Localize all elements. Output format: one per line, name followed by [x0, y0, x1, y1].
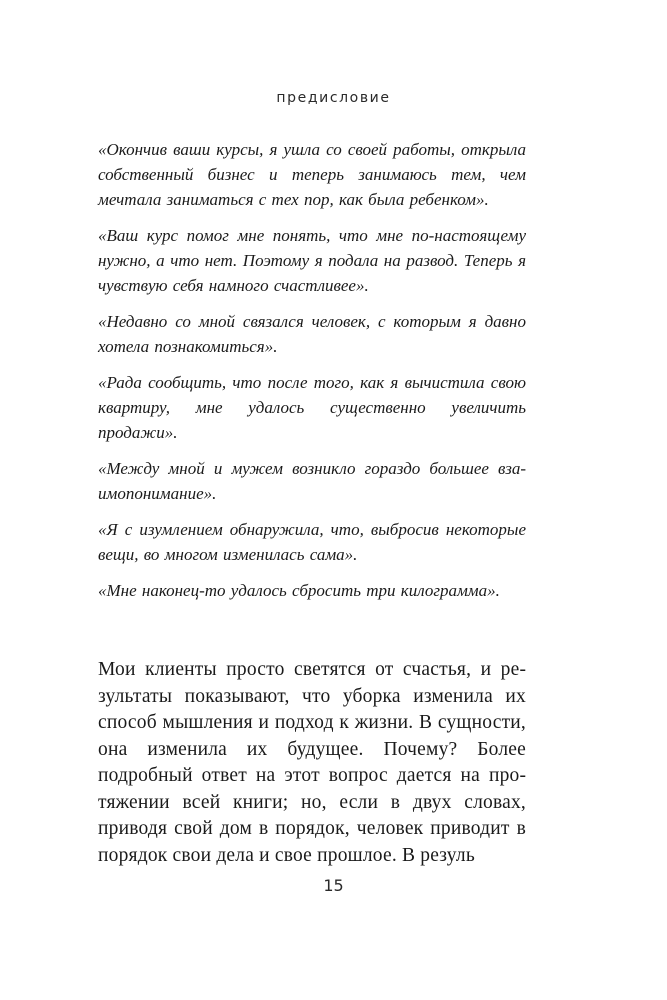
page-number: 15	[323, 876, 344, 895]
body-paragraph: Мои клиенты просто светятся от счастья, и результаты показывают, что уборка изменила их способ мышления и подход к жизни. В сущности, она изменила их будущее. Почему? Более подробный ответ на этот вопрос дается на протяжении всей книги; но, если в двух словах, приводя свой дом в порядок, человек приводит в порядок свои дела и свое прошлое. В резуль	[98, 659, 526, 866]
testimonial-quotes	[98, 137, 526, 614]
quote: «Рада сообщить, что после того, как я вычистила свою квартиру, мне удалось существенно увеличить продажи».	[98, 373, 526, 442]
quote: «Ваш курс помог мне понять, что мне по-настоящему нужно, а что нет. Поэтому я подала на развод. Теперь я чувствую себя намного счастливее».	[98, 226, 526, 295]
quote: «Я с изумлением обнаружила, что, выбросив некоторые вещи, во многом изменилась сама».	[98, 520, 526, 564]
quote: «Недавно со мной связался человек, с которым я давно хотела познакомиться».	[98, 312, 526, 356]
quote: «Мне наконец-то удалось сбросить три килограмма».	[98, 581, 500, 600]
quote: «Окончив ваши курсы, я ушла со своей работы, открыла собственный бизнес и теперь занимаюсь тем, чем мечтала заниматься с тех пор, как была ребенком».	[98, 140, 526, 209]
quote: «Между мной и мужем возникло гораздо большее взаимопонимание».	[98, 459, 526, 503]
running-head: предисловие	[276, 90, 391, 106]
